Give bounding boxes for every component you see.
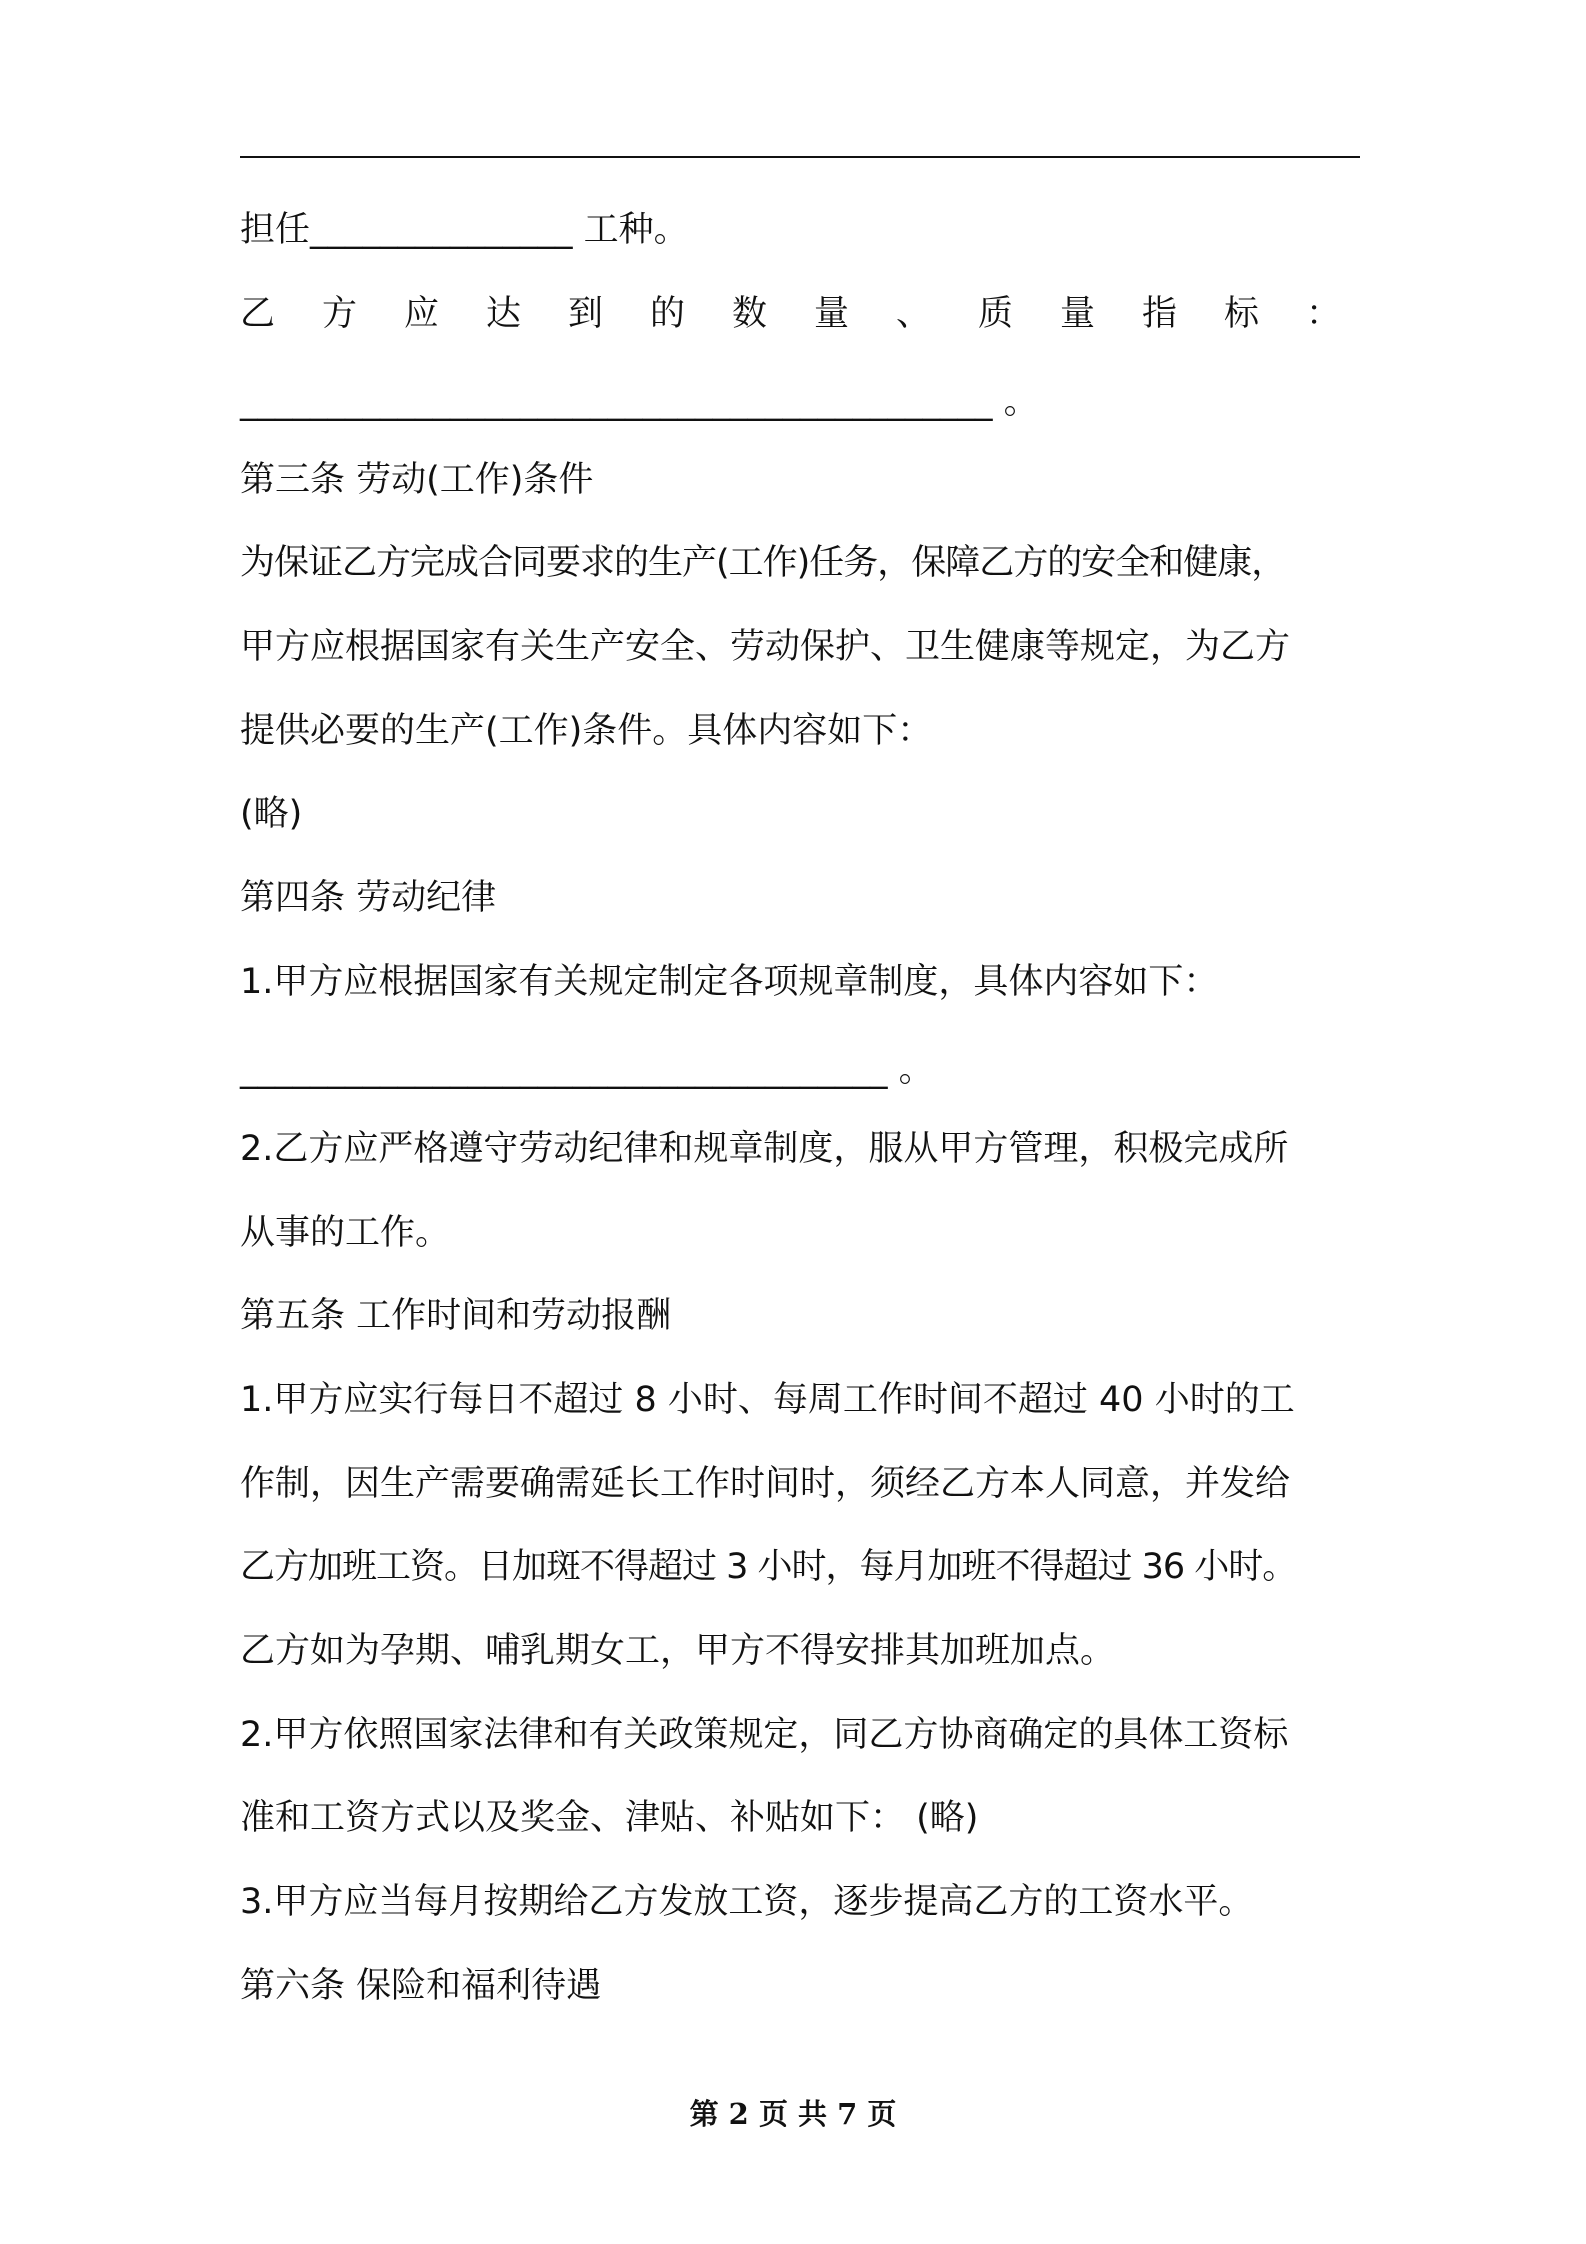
article-5-item-1-line-1: 1.甲方应实行每日不超过 8 小时、每周工作时间不超过 40 小时的工 xyxy=(240,1380,1295,1420)
header-rule xyxy=(240,156,1360,158)
article-6-heading: 第六条 保险和福利待遇 xyxy=(240,1966,602,2006)
page-number-footer: 第 2 页 共 7 页 xyxy=(689,2097,897,2131)
article-5-item-2-line-1: 2.甲方依照国家法律和有关政策规定，同乙方协商确定的具体工资标 xyxy=(240,1715,1289,1755)
article-5-heading: 第五条 工作时间和劳动报酬 xyxy=(240,1296,672,1336)
article-3-paragraph-line-3: 提供必要的生产(工作)条件。具体内容如下： xyxy=(240,711,933,751)
article-3-paragraph-line-1: 为保证乙方完成合同要求的生产(工作)任务，保障乙方的安全和健康， xyxy=(240,543,1286,583)
article-3-heading: 第三条 劳动(工作)条件 xyxy=(240,460,594,500)
article-3-paragraph-line-2: 甲方应根据国家有关生产安全、劳动保护、卫生健康等规定，为乙方 xyxy=(240,627,1291,667)
article-5-item-1-line-2: 作制，因生产需要确需延长工作时间时，须经乙方本人同意，并发给 xyxy=(240,1464,1291,1504)
text-line-quota-heading xyxy=(240,292,1389,336)
article-4-heading: 第四条 劳动纪律 xyxy=(240,878,497,918)
article-5-item-3: 3.甲方应当每月按期给乙方发放工资，逐步提高乙方的工资水平。 xyxy=(240,1882,1254,1922)
article-4-item-1: 1.甲方应根据国家有关规定制定各项规章制度，具体内容如下： xyxy=(240,962,1219,1002)
article-5-item-1-line-4: 乙方如为孕期、哺乳期女工，甲方不得安排其加班加点。 xyxy=(240,1631,1116,1671)
article-4-item-1-blank: _____________________________________ 。 xyxy=(240,1050,934,1090)
text-line-job-type: 担任_______________ 工种。 xyxy=(240,210,689,250)
article-5-item-2-line-2: 准和工资方式以及奖金、津贴、补贴如下： (略) xyxy=(240,1798,979,1838)
article-4-item-2-line-2: 从事的工作。 xyxy=(240,1213,451,1253)
article-3-omitted: (略) xyxy=(240,794,303,834)
quota-heading-text: 乙方应达到的数量、质量指标： xyxy=(240,294,1389,334)
article-5-item-1-line-3: 乙方加班工资。日加斑不得超过 3 小时，每月加班不得超过 36 小时。 xyxy=(240,1547,1297,1587)
article-4-item-2-line-1: 2.乙方应严格遵守劳动纪律和规章制度，服从甲方管理，积极完成所 xyxy=(240,1129,1289,1169)
text-line-quota-blank: ___________________________________________ 。 xyxy=(240,382,1039,422)
